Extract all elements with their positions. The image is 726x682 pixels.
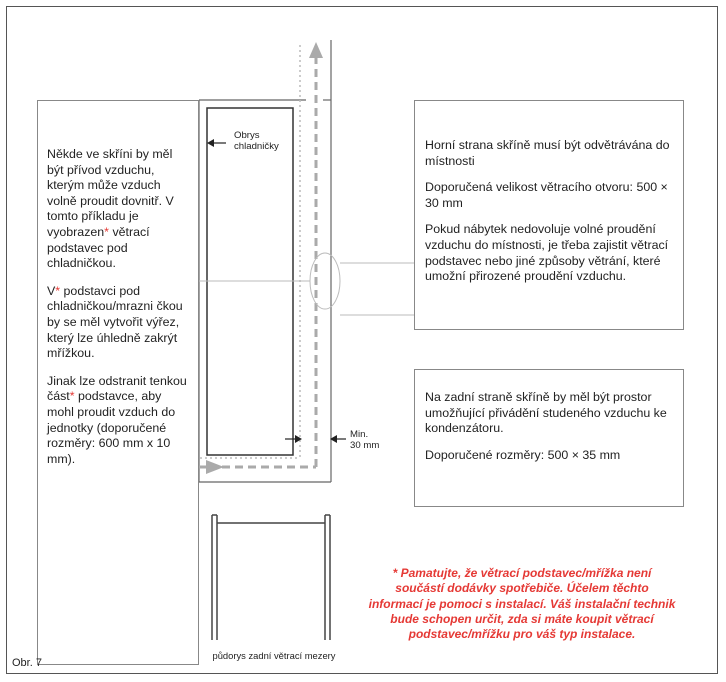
inlet-paragraph-1: Někde ve skříni by měl být přívod vzduchu, kterým může vzduch volně proudit dovnitř. V tomto příkladu je vyobrazen* větrací podstavec pod chladničkou. <box>47 147 174 271</box>
inlet-paragraph-2: V* podstavci pod chladničkou/mrazni čkou by se měl vytvořit výřez, který lze úhledně zakrýt mřížkou. <box>47 283 183 361</box>
disclaimer-note: * Pamatujte, že větrací podstavec/mřížka není součástí dodávky spotřebiče. Účelem těchto informací je pomoci s instalací. Váš instalační technik bude schopen určit, zda si máte koupit větrací podstavec/mřížku pro váš typ instalace. <box>368 566 676 642</box>
air-inlet-info-box <box>37 100 199 665</box>
top-ventilation-info-box <box>414 100 684 330</box>
top-vent-paragraph-3: Pokud nábytek nedovoluje volné proudění vzduchu do místnosti, je třeba zajistit větrací podstavec nebo jiné způsoby větrání, které umožní přirozené proudění vzduchu. <box>425 222 669 284</box>
plan-caption: půdorys zadní větrací mezery <box>212 650 336 661</box>
asterisk-mark: * <box>104 224 109 239</box>
top-vent-paragraph-1: Horní strana skříně musí být odvětrávána do místnosti <box>425 138 670 168</box>
top-vent-paragraph-2: Doporučená velikost větracího otvoru: 500 × 30 mm <box>425 180 668 210</box>
airflow-top-arrow-icon <box>309 42 323 58</box>
figure-label: Obr. 7 <box>12 657 42 669</box>
rear-ventilation-info-box <box>414 369 684 507</box>
asterisk-mark: * <box>69 389 75 404</box>
min-gap-label: Min. 30 mm <box>350 429 380 451</box>
min-arrow-left-icon <box>295 435 302 443</box>
rear-vent-paragraph-1: Na zadní straně skříně by měl být prostor umožňující přivádění studeného vzduchu ke kondenzátoru. <box>425 390 667 436</box>
asterisk-mark: * <box>55 283 61 298</box>
airflow-inlet-arrow-icon <box>206 460 224 474</box>
outline-arrow-icon <box>207 139 214 147</box>
fridge-outline-label: Obrys chladničky <box>234 130 279 152</box>
inlet-paragraph-3: Jinak lze odstranit tenkou část* podstavce, aby mohl proudit vzduch do jednotky (doporučené rozměry: 600 mm x 10 mm). <box>47 373 187 466</box>
rear-vent-paragraph-2: Doporučené rozměry: 500 × 35 mm <box>425 447 621 462</box>
